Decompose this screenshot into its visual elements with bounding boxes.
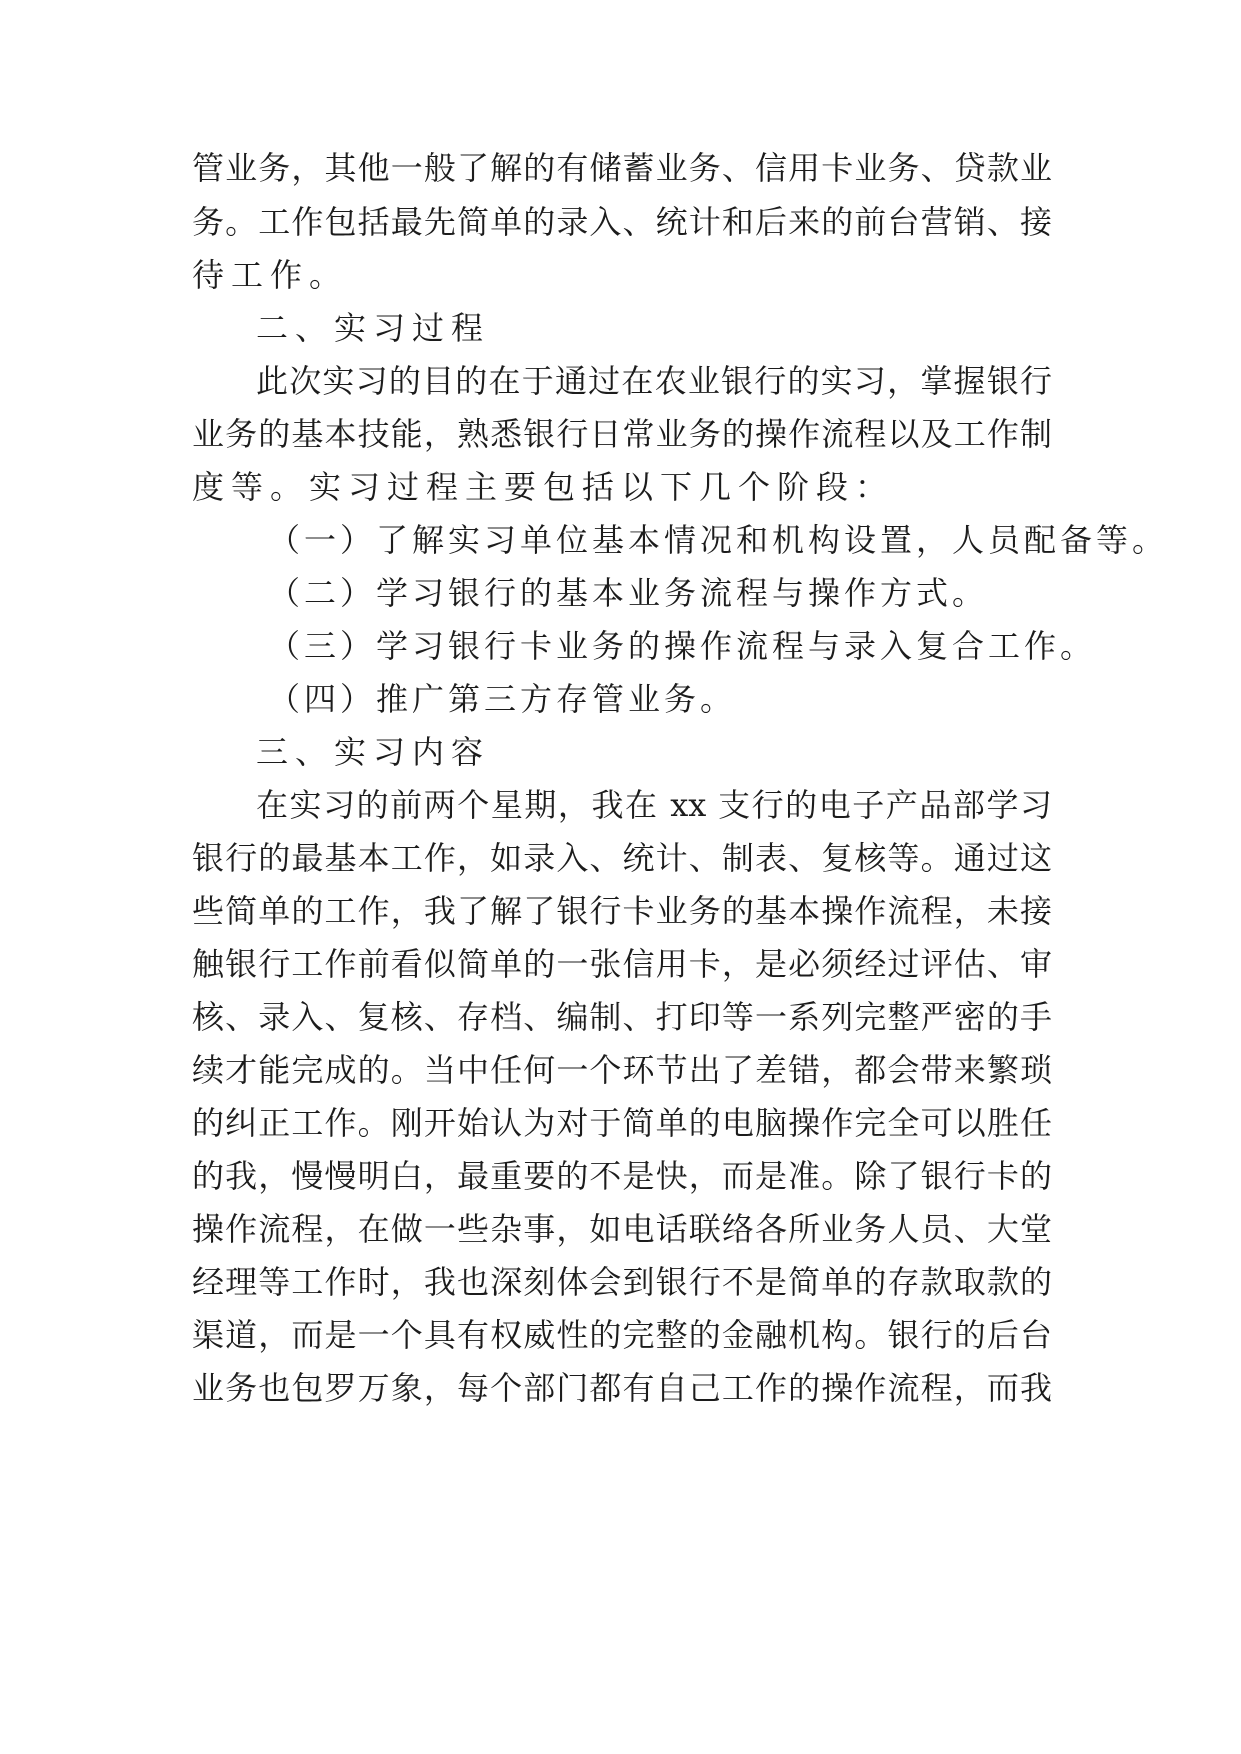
text-line: 经理等工作时，我也深刻体会到银行不是简单的存款取款的 [192,1263,1052,1301]
list-item: （二）学习银行的基本业务流程与操作方式。 [268,574,989,612]
list-item: （四）推广第三方存管业务。 [268,680,737,718]
text-line: 在实习的前两个星期，我在 xx 支行的电子产品部学习 [256,786,1052,824]
list-item: （三）学习银行卡业务的操作流程与录入复合工作。 [268,627,1097,665]
text-line: 待工作。 [192,256,349,294]
text-line: 些简单的工作，我了解了银行卡业务的基本操作流程，未接 [192,892,1052,930]
text-line: 度等。实习过程主要包括以下几个阶段： [192,468,895,506]
text-line: 的我，慢慢明白，最重要的不是快，而是准。除了银行卡的 [192,1157,1052,1195]
text-line: 操作流程，在做一些杂事，如电话联络各所业务人员、大堂 [192,1210,1052,1248]
text-line: 管业务，其他一般了解的有储蓄业务、信用卡业务、贷款业 [192,149,1052,187]
text-line: 渠道，而是一个具有权威性的完整的金融机构。银行的后台 [192,1316,1052,1354]
text-line: 银行的最基本工作，如录入、统计、制表、复核等。通过这 [192,839,1052,877]
text-line: 务。工作包括最先简单的录入、统计和后来的前台营销、接 [192,203,1052,241]
text-line: 续才能完成的。当中任何一个环节出了差错，都会带来繁琐 [192,1051,1052,1089]
text-line: 的纠正工作。刚开始认为对于简单的电脑操作完全可以胜任 [192,1104,1052,1142]
text-line: 此次实习的目的在于通过在农业银行的实习，掌握银行 [256,362,1052,400]
text-line: 核、录入、复核、存档、编制、打印等一系列完整严密的手 [192,998,1052,1036]
text-line: 业务的基本技能，熟悉银行日常业务的操作流程以及工作制 [192,415,1052,453]
list-item: （一）了解实习单位基本情况和机构设置，人员配备等。 [268,521,1169,559]
text-line: 业务也包罗万象，每个部门都有自己工作的操作流程，而我 [192,1369,1052,1407]
section-heading: 二、实习过程 [256,309,491,347]
text-line: 触银行工作前看似简单的一张信用卡，是必须经过评估、审 [192,945,1052,983]
section-heading: 三、实习内容 [256,733,491,771]
